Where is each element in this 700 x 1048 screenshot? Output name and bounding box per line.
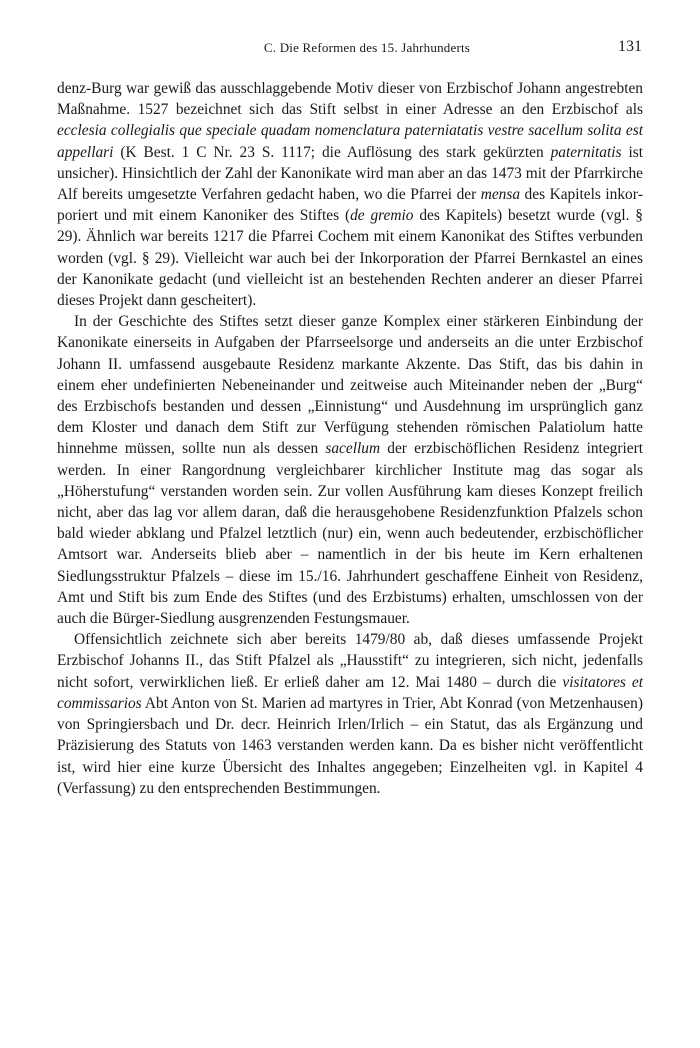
body-text [57, 78, 643, 799]
italic-term: paternitatis [550, 143, 622, 161]
running-title: C. Die Reformen des 15. Jahrhunderts [263, 40, 471, 55]
text-run: (K Best. 1 C Nr. 23 S. 1117; die Auflösung des stark gekürzten [113, 143, 551, 161]
text-run: In der Geschichte des Stiftes setzt dieser ganze Komplex einer stärkeren Einbindung der Kanonikate einerseits in Aufgaben der Pfarrseelsorge und anderseits an die unter Erzbischof Johann II. umfassend ausgebaute Residenz markante Akzente. Das Stift, das bis dahin in einem eher undefinierten Nebeneinander und zeitweise auch Miteinander neben der „Burg“ des Erzbischofs bestanden und dessen „Einnistung“ und Ausdehnung im ursprünglich ganz dem Kloster und danach dem Stift zur Verfügung stehenden römischen Palatiolum hatte hinnehme müssen, sollte nun als dessen [57, 313, 643, 458]
paragraph-3 [57, 629, 643, 799]
paragraph-2 [57, 311, 643, 629]
page-number: 131 [618, 38, 642, 55]
italic-term: de gremio [350, 207, 414, 225]
text-run: Offensichtlich zeichnete sich aber bereits 1479/80 ab, daß dieses umfassende Projekt Erzbischof Johanns II., das Stift Pfalzel als „Hausstift“ zu integrieren, sich nicht, jedenfalls nicht sofort, verwirklichen ließ. Er erließ daher am 12. Mai 1480 – durch die [57, 631, 643, 691]
text-run: Abt Anton von St. Marien ad martyres in Trier, Abt Konrad (von Metzenhausen) von Springiersbach und Dr. decr. Heinrich Irlen/Irlich – ein Statut, das als Ergänzung und Präzisierung des Statuts von 1463 verstanden werden kann. Da es bisher nicht veröffentlicht ist, wird hier eine kurze Übersicht des Inhaltes angegeben; Einzelheiten vgl. in Kapitel 4 (Verfassung) zu den entsprechenden Bestimmungen. [57, 694, 643, 797]
italic-term: visitatores et commissarios [57, 673, 643, 712]
italic-term: ecclesia collegialis que speciale quadam nomenclatura paterniatatis vestre sacellum solita est appellari [57, 122, 643, 161]
page-header [62, 38, 672, 62]
italic-term: mensa [480, 186, 521, 204]
text-run: des Kapitels) besetzt wurde (vgl. § 29). Ähnlich war bereits 1217 die Pfarrei Cochem mit einem Kanonikat des Stiftes verbunden worden (vgl. § 29). Vielleicht war auch bei der Inkorporation der Pfarrei Bernkastel an eines der Kanonikate gedacht (und vielleicht ist an bestehenden Rechten anderer an dieser Pfarrei dieses Projekt dann gescheitert). [57, 207, 644, 310]
text-run: des Kapitels inkorporiert und mit einem Kanoniker des Stiftes ( [57, 186, 643, 225]
text-run: denz-Burg war gewiß das ausschlaggebende Motiv dieser von Erzbischof Johann angestrebten Maßnahme. 1527 bezeichnet sich das Stift selbst in einer Adresse an den Erzbischof als [57, 80, 643, 119]
paragraph-1 [57, 78, 643, 311]
text-run: der erzbischöflichen Residenz integriert werden. In einer Rangordnung vergleichbarer kirchlicher Institute mag das sogar als „Höherstufung“ verstanden worden sein. Zur vollen Ausführung kam dieses Konzept freilich nicht, aber das lag vor allem daran, daß die herausgehobene Residenzfunktion Pfalzels schon bald wieder abklang und Pfalzel letztlich (nur) ein, wenn auch bedeutender, erzbischöflicher Amtsort war. Anderseits blieb aber – namentlich in der bis heute im Kern erhaltenen Siedlungsstruktur Pfalzels – diese im 15./16. Jahrhundert geschaffene Einheit von Residenz, Amt und Stift bis zum Ende des Stiftes (und des Erzbistums) erhalten, umschlossen von der auch die Bürger-Siedlung ausgrenzenden Festungsmauer. [57, 440, 643, 628]
text-run: ist unsicher). Hinsichtlich der Zahl der Kanonikate wird man aber an das 1473 mit der Pfarrkirche Alf bereits umgesetzte Verfahren gedacht haben, wo die Pfarrei der [57, 143, 643, 204]
italic-term: sacellum [325, 440, 381, 458]
